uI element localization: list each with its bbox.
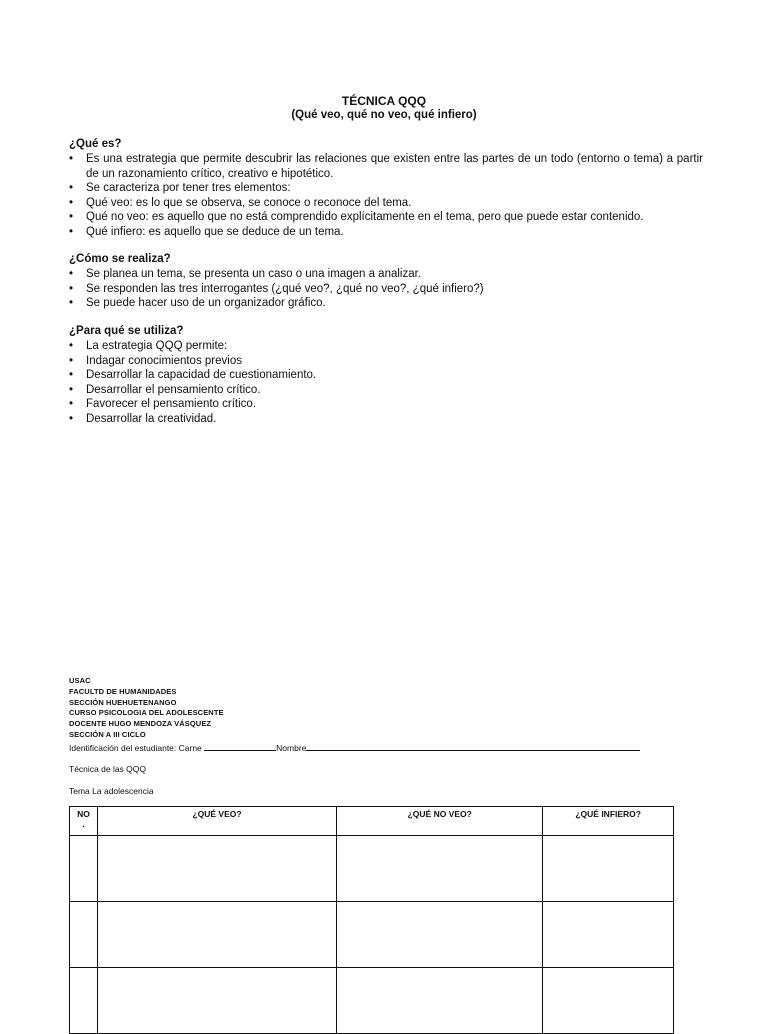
bullet-list — [69, 339, 703, 426]
header-line: SECCIÓN HUEHUETENANGO — [69, 697, 177, 707]
tecnica-label: Técnica de las QQQ — [69, 764, 147, 774]
carne-field[interactable] — [204, 742, 276, 751]
table-row — [70, 836, 674, 902]
table-cell[interactable] — [97, 902, 336, 968]
list-item: • Se puede hacer uso de un organizador gráfico. — [69, 296, 703, 311]
table-cell[interactable] — [543, 836, 674, 902]
carne-label: Identificación del estudiante: Carne — [69, 743, 202, 753]
header-line: USAC — [69, 676, 91, 685]
column-header-que-infiero: ¿QUÉ INFIERO? — [543, 807, 674, 836]
list-item: • Se planea un tema, se presenta un caso o una imagen a analizar. — [69, 267, 703, 282]
nombre-field[interactable] — [306, 742, 640, 751]
list-item: • La estrategia QQQ permite: — [69, 339, 703, 354]
list-item: • Indagar conocimientos previos — [69, 354, 703, 369]
table-cell[interactable] — [337, 836, 543, 902]
section-que-es — [69, 137, 703, 239]
table-header-row — [70, 807, 674, 836]
list-item: • Desarrollar la creatividad. — [69, 412, 703, 427]
document-title: TÉCNICA QQQ — [341, 94, 427, 108]
list-item: • Qué infiero: es aquello que se deduce de un tema. — [69, 225, 703, 240]
section-para-que — [69, 324, 703, 426]
document-subtitle: (Qué veo, qué no veo, qué infiero) — [291, 109, 477, 121]
section-heading: ¿Cómo se realiza? — [69, 253, 171, 265]
tema-label: Tema La adolescencia — [69, 786, 154, 796]
worksheet-header — [69, 676, 224, 741]
list-item: • Se caracteriza por tener tres elementos: — [69, 181, 703, 196]
list-item: • Desarrollar el pensamiento crítico. — [69, 383, 703, 398]
table-row — [70, 902, 674, 968]
list-item: • Favorecer el pensamiento crítico. — [69, 397, 703, 412]
header-line: SECCIÓN A III CICLO — [69, 729, 146, 739]
column-header-no: NO . — [70, 807, 98, 836]
column-header-que-veo: ¿QUÉ VEO? — [97, 807, 336, 836]
list-item: • Qué veo: es lo que se observa, se conoce o reconoce del tema. — [69, 196, 703, 211]
student-identification — [69, 742, 640, 753]
table-cell[interactable] — [70, 902, 98, 968]
list-item: • Es una estrategia que permite descubrir las relaciones que existen entre las partes de un todo (entorno o tema) a partir de un razonamiento crítico, creativo e hipotético. — [69, 152, 703, 181]
table-cell[interactable] — [97, 836, 336, 902]
list-item: • Desarrollar la capacidad de cuestionamiento. — [69, 368, 703, 383]
header-line: FACULTD DE HUMANIDADES — [69, 686, 177, 696]
list-item: • Qué no veo: es aquello que no está comprendido explícitamente en el tema, pero que puede estar contenido. — [69, 210, 703, 225]
bullet-list — [69, 152, 703, 239]
table-cell[interactable] — [543, 902, 674, 968]
table-cell[interactable] — [337, 902, 543, 968]
section-heading: ¿Qué es? — [69, 138, 122, 150]
section-como-se-realiza — [69, 252, 703, 311]
header-line: CURSO PSICOLOGIA DEL ADOLESCENTE — [69, 708, 224, 718]
header-line: DOCENTE HUGO MENDOZA VÁSQUEZ — [69, 719, 212, 729]
column-header-que-no-veo: ¿QUÉ NO VEO? — [337, 807, 543, 836]
section-heading: ¿Para qué se utiliza? — [69, 325, 184, 337]
nombre-label: Nombre — [276, 743, 307, 753]
list-item: • Se responden las tres interrogantes (¿qué veo?, ¿qué no veo?, ¿qué infiero?) — [69, 282, 703, 297]
table-cell[interactable] — [70, 836, 98, 902]
bullet-list — [69, 267, 703, 311]
qqq-table — [69, 806, 674, 1034]
